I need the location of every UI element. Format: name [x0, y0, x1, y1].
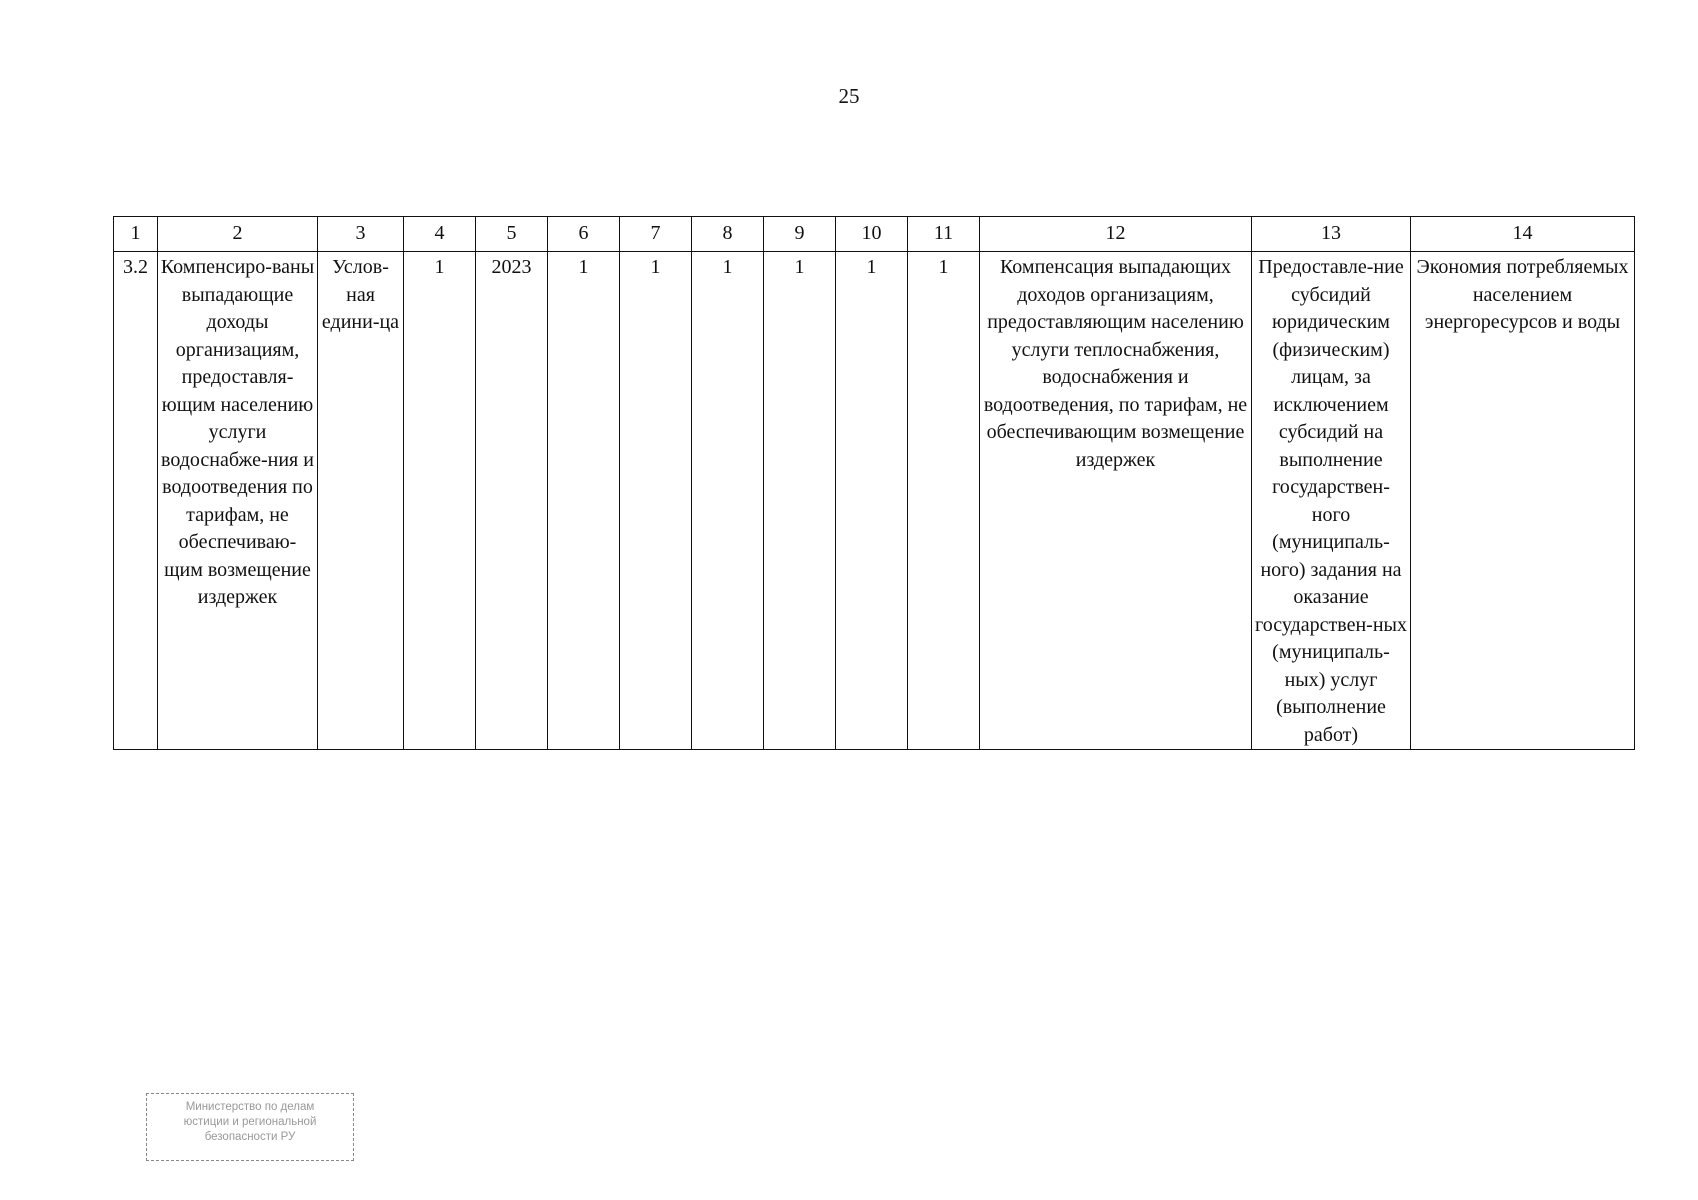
column-header: 5	[476, 217, 548, 252]
table-row	[114, 252, 1635, 750]
cell-value: 1	[404, 252, 476, 750]
column-header: 12	[980, 217, 1252, 252]
header-row	[114, 217, 1635, 252]
column-header: 2	[158, 217, 318, 252]
column-header: 14	[1411, 217, 1635, 252]
cell-item-number: 3.2	[114, 252, 158, 750]
column-header: 11	[908, 217, 980, 252]
column-header: 4	[404, 217, 476, 252]
cell-result-name: Компенсиро-ваны выпадающие доходы организациям, предоставля-ющим населению услуги водоснабже-ния и водоотведения по тарифам, не обеспечиваю-щим возмещение издержек	[158, 252, 318, 750]
stamp-line: юстиции и региональной	[183, 1116, 317, 1128]
cell-value: 1	[764, 252, 836, 750]
cell-value: 1	[548, 252, 620, 750]
column-header: 8	[692, 217, 764, 252]
stamp-line: Министерство по делам	[185, 1101, 315, 1113]
cell-characteristic: Компенсация выпадающих доходов организациям, предоставляющим населению услуги теплоснабжения, водоснабжения и водоотведения, по тарифам, не обеспечивающим возмещение издержек	[980, 252, 1252, 750]
column-header: 13	[1252, 217, 1411, 252]
column-header: 3	[318, 217, 404, 252]
registration-stamp	[146, 1093, 354, 1161]
cell-type: Предоставле-ние субсидий юридическим (физическим) лицам, за исключением субсидий на выполнение государствен-ного (муниципаль-ного) задания на оказание государствен-ных (муниципаль-ных) услуг (выполнение работ)	[1252, 252, 1411, 750]
data-table	[113, 216, 1635, 750]
cell-value: 1	[620, 252, 692, 750]
page-number: 25	[838, 84, 860, 108]
cell-value: 1	[908, 252, 980, 750]
cell-value: 1	[836, 252, 908, 750]
column-header: 6	[548, 217, 620, 252]
stamp-line: безопасности РУ	[204, 1131, 296, 1143]
cell-year: 2023	[476, 252, 548, 750]
column-header: 10	[836, 217, 908, 252]
cell-effect: Экономия потребляемых населением энергоресурсов и воды	[1411, 252, 1635, 750]
column-header: 7	[620, 217, 692, 252]
column-header: 9	[764, 217, 836, 252]
cell-unit: Услов-ная едини-ца	[318, 252, 404, 750]
cell-value: 1	[692, 252, 764, 750]
column-header: 1	[114, 217, 158, 252]
